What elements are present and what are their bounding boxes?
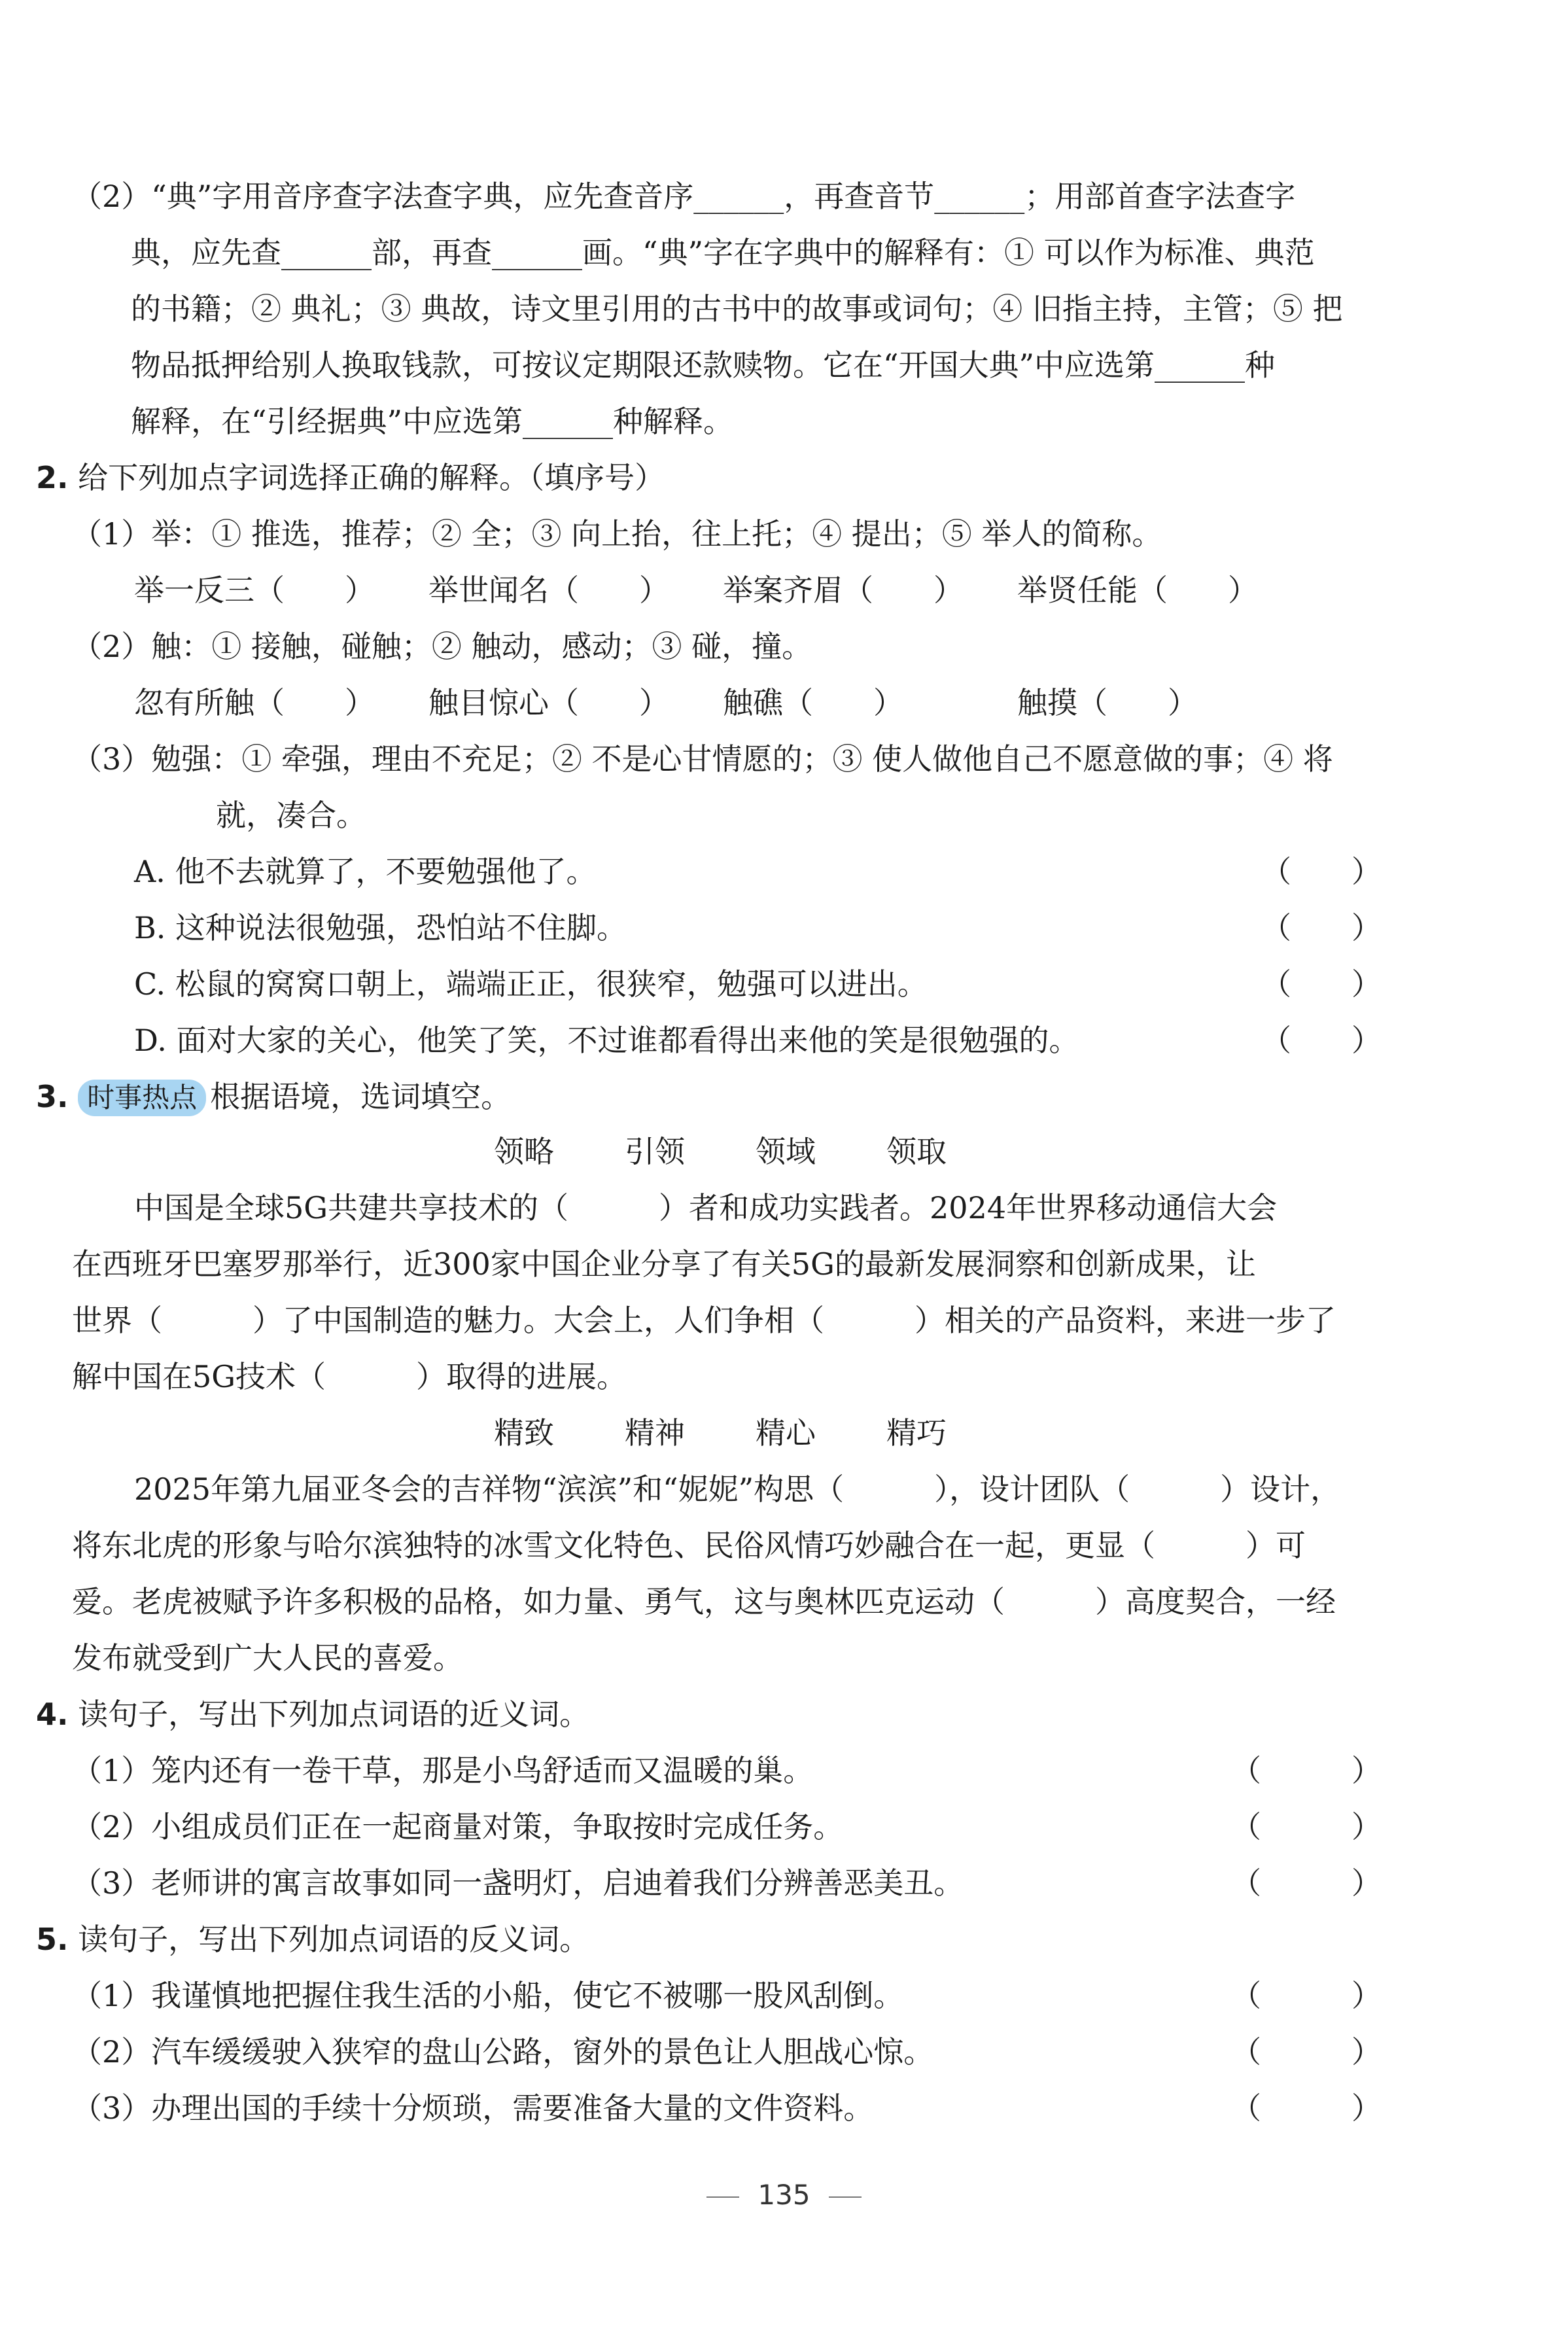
q2-3-item-b bbox=[134, 908, 1382, 947]
q5-item-3 bbox=[72, 2088, 1382, 2128]
q2-2-items bbox=[134, 683, 1568, 722]
q4-title: 读句子，写出下列加点词语的近义词。 bbox=[78, 1697, 590, 1732]
q3-para2-line2: 将东北虎的形象与哈尔滨独特的冰雪文化特色、民俗风情巧妙融合在一起，更显（ ）可 bbox=[72, 1528, 1306, 1563]
q1-2-line1: （2）“典”字用音序查字法查字典，应先查音序______，再查音节______；用部首查字法查字 bbox=[72, 179, 1296, 214]
q3-word-8: 精巧 bbox=[886, 1415, 947, 1451]
q1-2-line4: 物品抵押给别人换取钱款，可按议定期限还款赎物。它在“开国大典”中应选第______种 bbox=[131, 347, 1276, 383]
q2-1-item-1: 举一反三（ ） bbox=[134, 573, 375, 608]
q2-3-item-b-text: B. 这种说法很勉强，恐怕站不住脚。 bbox=[134, 910, 627, 945]
page-number: 135 bbox=[758, 2179, 810, 2211]
q5-item-2-text: （2）汽车缓缓驶入狭窄的盘山公路，窗外的景色让人胆战心惊。 bbox=[72, 2034, 934, 2070]
q3-para1-line4: 解中国在5G技术（ ）取得的进展。 bbox=[72, 1359, 627, 1394]
q3-word-bank-2 bbox=[494, 1413, 1568, 1453]
q4-item-1 bbox=[72, 1751, 1382, 1790]
q2-1-items bbox=[134, 571, 1568, 610]
q2-3-item-b-blank[interactable]: （ ） bbox=[1261, 910, 1382, 945]
q5-item-3-text: （3）办理出国的手续十分烦琐，需要准备大量的文件资料。 bbox=[72, 2090, 874, 2126]
q4-number: 4. bbox=[36, 1697, 69, 1732]
q5-item-3-blank[interactable]: （ ） bbox=[1231, 2090, 1382, 2126]
q3-title: 根据语境，选词填空。 bbox=[210, 1079, 512, 1114]
q2-number: 2. bbox=[36, 460, 69, 495]
q2-3-item-c-blank[interactable]: （ ） bbox=[1261, 966, 1382, 1002]
q4-heading bbox=[36, 1695, 1568, 1734]
q3-word-5: 精致 bbox=[494, 1415, 554, 1451]
q2-1-item-2: 举世闻名（ ） bbox=[428, 573, 669, 608]
q2-3-item-a bbox=[134, 852, 1382, 891]
q5-heading bbox=[36, 1920, 1568, 1959]
q3-para1-line1: 中国是全球5G共建共享技术的（ ）者和成功实践者。2024年世界移动通信大会 bbox=[134, 1190, 1278, 1225]
q3-word-bank-1 bbox=[494, 1132, 1568, 1171]
q3-word-2: 引领 bbox=[625, 1134, 685, 1169]
q5-title: 读句子，写出下列加点词语的反义词。 bbox=[78, 1922, 590, 1957]
q4-item-3 bbox=[72, 1863, 1382, 1903]
q1-2-line2: 典，应先查______部，再查______画。“典”字在字典中的解释有：① 可以作为标准、典范 bbox=[131, 235, 1315, 270]
q2-1-definitions: （1）举：① 推选，推荐；② 全；③ 向上抬，往上托；④ 提出；⑤ 举人的简称。 bbox=[72, 516, 1162, 552]
q3-word-7: 精心 bbox=[756, 1415, 816, 1451]
q2-1-item-3: 举案齐眉（ ） bbox=[723, 573, 964, 608]
divider-right bbox=[829, 2196, 862, 2198]
q2-3-item-a-blank[interactable]: （ ） bbox=[1261, 854, 1382, 889]
q2-heading bbox=[36, 458, 1568, 497]
q2-title: 给下列加点字词选择正确的解释。（填序号） bbox=[78, 460, 665, 495]
q5-item-1 bbox=[72, 1976, 1382, 2015]
q4-item-2-blank[interactable]: （ ） bbox=[1231, 1809, 1382, 1844]
q2-3-definitions-line2: 就，凑合。 bbox=[216, 798, 366, 833]
q4-item-3-text: （3）老师讲的寓言故事如同一盏明灯，启迪着我们分辨善恶美丑。 bbox=[72, 1865, 964, 1901]
q2-1-item-4: 举贤任能（ ） bbox=[1017, 573, 1258, 608]
q2-3-item-d bbox=[134, 1021, 1382, 1060]
q5-item-2 bbox=[72, 2032, 1382, 2071]
q2-2-item-3: 触礁（ ） bbox=[723, 685, 903, 720]
q2-2-item-4: 触摸（ ） bbox=[1017, 685, 1198, 720]
q3-number: 3. bbox=[36, 1079, 69, 1114]
q5-item-1-text: （1）我谨慎地把握住我生活的小船，使它不被哪一股风刮倒。 bbox=[72, 1978, 904, 2013]
q2-3-item-c-text: C. 松鼠的窝窝口朝上，端端正正，很狭窄，勉强可以进出。 bbox=[134, 966, 928, 1002]
current-affairs-tag: 时事热点 bbox=[78, 1080, 206, 1116]
q3-word-1: 领略 bbox=[494, 1134, 554, 1169]
q5-number: 5. bbox=[36, 1922, 69, 1957]
q4-item-1-text: （1）笼内还有一卷干草，那是小鸟舒适而又温暖的巢。 bbox=[72, 1753, 814, 1788]
q3-para2-line4: 发布就受到广大人民的喜爱。 bbox=[72, 1640, 463, 1676]
q3-para2-line3: 爱。老虎被赋予许多积极的品格，如力量、勇气，这与奥林匹克运动（ ）高度契合，一经 bbox=[72, 1584, 1336, 1619]
q4-item-1-blank[interactable]: （ ） bbox=[1231, 1753, 1382, 1788]
q5-item-2-blank[interactable]: （ ） bbox=[1231, 2034, 1382, 2070]
q2-3-item-d-text: D. 面对大家的关心，他笑了笑，不过谁都看得出来他的笑是很勉强的。 bbox=[134, 1023, 1079, 1058]
q2-2-item-1: 忽有所触（ ） bbox=[134, 685, 375, 720]
q3-heading bbox=[36, 1077, 1568, 1116]
q2-3-definitions-line1: （3）勉强：① 牵强，理由不充足；② 不是心甘情愿的；③ 使人做他自己不愿意做的事；④ 将 bbox=[72, 741, 1333, 777]
q3-para1-line3: 世界（ ）了中国制造的魅力。大会上，人们争相（ ）相关的产品资料，来进一步了 bbox=[72, 1303, 1336, 1338]
q3-para1-line2: 在西班牙巴塞罗那举行，近300家中国企业分享了有关5G的最新发展洞察和创新成果，让 bbox=[72, 1246, 1256, 1282]
q5-item-1-blank[interactable]: （ ） bbox=[1231, 1978, 1382, 2013]
page-footer bbox=[0, 2179, 1568, 2211]
q2-3-item-d-blank[interactable]: （ ） bbox=[1261, 1023, 1382, 1058]
q2-3-item-c bbox=[134, 964, 1382, 1004]
q3-word-3: 领域 bbox=[756, 1134, 816, 1169]
q3-word-6: 精神 bbox=[625, 1415, 685, 1451]
q2-2-item-2: 触目惊心（ ） bbox=[428, 685, 669, 720]
q2-2-definitions: （2）触：① 接触，碰触；② 触动，感动；③ 碰，撞。 bbox=[72, 629, 812, 664]
q3-word-4: 领取 bbox=[886, 1134, 947, 1169]
q1-2-line3: 的书籍；② 典礼；③ 典故，诗文里引用的古书中的故事或词句；④ 旧指主持，主管；⑤ 把 bbox=[131, 291, 1343, 326]
q1-2-line5: 解释，在“引经据典”中应选第______种解释。 bbox=[131, 404, 734, 439]
q3-para2-line1: 2025年第九届亚冬会的吉祥物“滨滨”和“妮妮”构思（ ），设计团队（ ）设计， bbox=[134, 1471, 1341, 1507]
q4-item-3-blank[interactable]: （ ） bbox=[1231, 1865, 1382, 1901]
q2-3-item-a-text: A. 他不去就算了，不要勉强他了。 bbox=[134, 854, 597, 889]
q4-item-2 bbox=[72, 1807, 1382, 1846]
divider-left bbox=[706, 2196, 739, 2198]
q4-item-2-text: （2）小组成员们正在一起商量对策，争取按时完成任务。 bbox=[72, 1809, 844, 1844]
